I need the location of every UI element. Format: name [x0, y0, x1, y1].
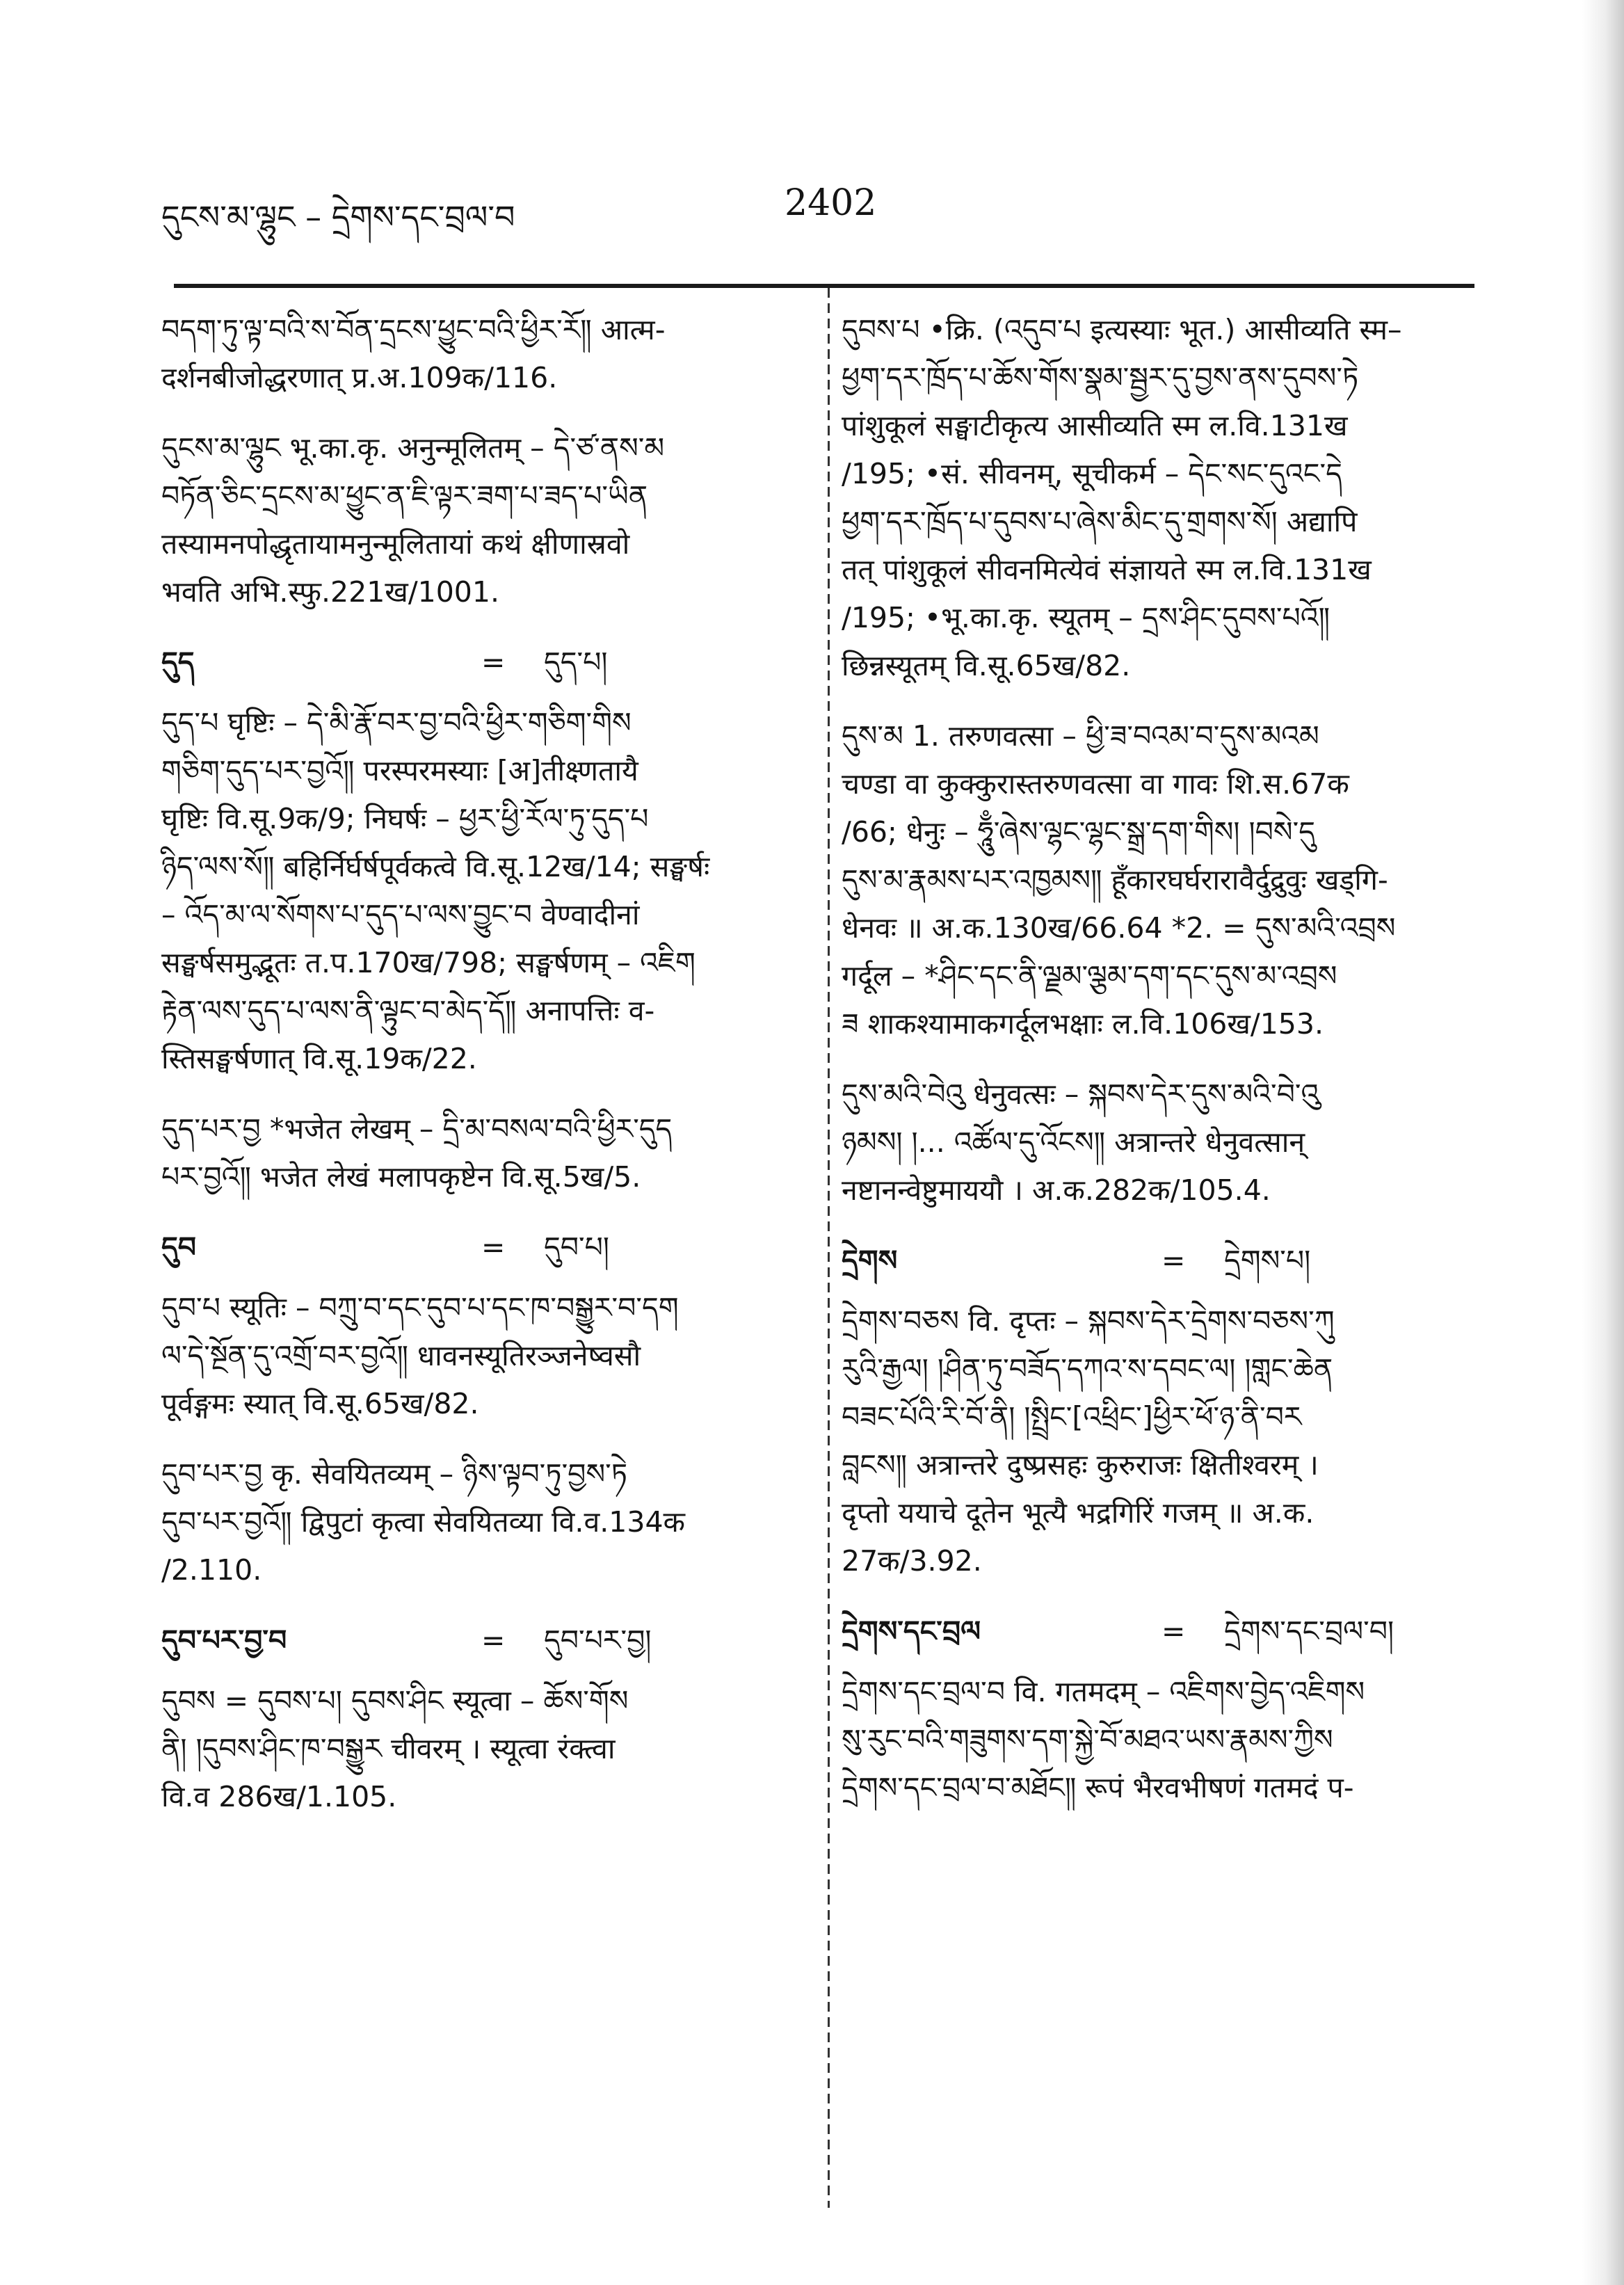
- entry-line: དུད་པར་བྱ *भजेत लेखम् – དྲི་མ་བསལ་བའི་ཕྱིར་དུད: [161, 1112, 673, 1146]
- header-rule: [174, 284, 1474, 288]
- xref-equals: =: [1161, 1244, 1186, 1277]
- cross-reference-entry: [161, 1617, 805, 1665]
- entry-line: भवति अभि.स्फु.221ख/1001.: [161, 575, 500, 609]
- entry-line: धेनवः ॥ अ.क.130ख/66.64 *2. = དུས་མའི་འབྲས: [842, 911, 1396, 945]
- dictionary-entry: [842, 1071, 1485, 1214]
- entry-line: ནི། །དུབས་ཤིང་ཁ་བསྒྱུར चीवरम् । स्यूत्वा रंक्त्वा: [161, 1732, 616, 1765]
- entry-line: དྲེགས་དང་བྲལ་བ་མཐོང༎ रूपं भैरवभीषणं गतमदं प-: [842, 1771, 1354, 1804]
- dictionary-entry: [842, 306, 1485, 690]
- entry-line: དུས་མ 1. तरुणवत्सा – ཕྱི་ཟ་བའམ་བ་དུས་མའམ: [842, 719, 1319, 753]
- cross-reference-entry: [161, 639, 805, 687]
- xref-target: དྲེགས་དང་བྲལ་བ།: [1224, 1614, 1394, 1648]
- entry-line: गर्दूल – *ཤིང་དང་ནི་ལྗམ་ལྕམ་དག་དང་དུས་མ་འབྲས: [842, 959, 1337, 993]
- cross-reference-entry: [161, 1224, 805, 1272]
- page-edge-shadow: [1582, 0, 1624, 2285]
- xref-equals: =: [1161, 1614, 1186, 1648]
- entry-line: /2.110.: [161, 1553, 262, 1587]
- xref-target: དུད་པ།: [544, 646, 608, 679]
- entry-line: དྲེགས་བཅས वि. दृप्तः – སྐབས་དེར་དྲེགས་བཅས་ཀུ: [842, 1304, 1335, 1338]
- xref-target: དུབ་པར་བྱ།: [544, 1623, 652, 1657]
- entry-line: དུབས = དུབས་པ། དུབས་ཤིང स्यूत्वा – ཆོས་གོས: [161, 1684, 629, 1717]
- entry-line: दर्शनबीजोद्धरणात् प्र.अ.109क/116.: [161, 361, 558, 394]
- entry-line: དུས་མ་རྣམས་པར་འཁྱམས༎ हूँकारघर्घरारावैर्दुद्रुवुः खड्गि-: [842, 863, 1388, 897]
- entry-line: བླངས༎ अत्रान्तरे दुष्प्रसहः कुरुराजः क्षितीश्वरम् ।: [842, 1448, 1319, 1482]
- column-divider: [828, 288, 830, 2208]
- entry-line: དྲེགས་དང་བྲལ་བ वि. गतमदम् – འཇིགས་བྱེད་འཇིགས: [842, 1675, 1365, 1708]
- entry-line: དུད་པ घृष्टिः – དེ་མི་རྣོ་བར་བྱ་བའི་ཕྱིར་གཅིག་གིས: [161, 706, 632, 739]
- entry-line: चण्डा वा कुक्कुरास्तरुणवत्सा वा गावः शि.स.67क: [842, 767, 1349, 801]
- entry-line: नष्टानन्वेष्टुमाययौ । अ.क.282क/105.4.: [842, 1173, 1271, 1207]
- entry-line: དུངས་མ་ལྷུང भू.का.कृ. अनुन्मूलितम् – དེ་ཙ་ནས་མ: [161, 431, 665, 465]
- entry-line: /66; धेनुः – ཧཱུྃ་ཞེས་ལྷང་ལྷང་སྒྲ་དག་གིས། །བསེ་དུ: [842, 815, 1315, 849]
- entry-line: तत् पांशुकूलं सीवनमित्येवं संज्ञायते स्म ल.वि.131ख: [842, 553, 1372, 586]
- xref-equals: =: [481, 1623, 506, 1657]
- running-head: དུངས་མ་ལྷུང – དྲེགས་དང་བྲལ་བ: [161, 198, 515, 236]
- entry-line: ཟ शाकश्यामाकगर्दूलभक्षाः ल.वि.106ख/153.: [842, 1007, 1324, 1041]
- xref-headword: དྲེགས: [842, 1244, 898, 1277]
- entry-line: དུབ་པར་བྱའོ༎ द्विपुटां कृत्वा सेवयितव्या वि.व.134क: [161, 1505, 686, 1539]
- entry-line: ཕྱག་དར་ཁྲོད་པ་ཆོས་གོས་སྣམ་སྦྱར་དུ་བྱས་ནས་དུབས་ཏེ: [842, 361, 1359, 394]
- left-column: [161, 306, 805, 1843]
- page-number: 2402: [785, 182, 877, 224]
- entry-line: ལ་དེ་སྔོན་དུ་འགྲོ་བར་བྱའོ༎ धावनस्यूतिरञ्जनेष्वसौ: [161, 1339, 641, 1372]
- dictionary-entry: [161, 1677, 805, 1821]
- entry-line: /195; •सं. सीवनम्, सूचीकर्म – དེང་སང་དུའང་དེ: [842, 457, 1342, 490]
- xref-equals: =: [481, 646, 506, 679]
- entry-line: དུས་མའི་བེའུ धेनुवत्सः – སྐབས་དེར་དུས་མའི་བེ་འུ: [842, 1077, 1320, 1111]
- entry-line: पांशुकूलं सङ्घाटीकृत्य आसीव्यति स्म ल.वि.131ख: [842, 409, 1348, 442]
- xref-headword: དུབ་པར་བྱ་བ: [161, 1623, 287, 1657]
- entry-line: པར་བྱའོ༎ भजेत लेखं मलापकृष्टेन वि.सू.5ख/5.: [161, 1160, 641, 1194]
- right-column: [842, 306, 1485, 1834]
- entry-line: ཉམས། །... འཚོལ་དུ་འོངས༎ अत्रान्तरे धेनुवत्सान्: [842, 1125, 1305, 1159]
- entry-line: དུབ་པར་བྱ कृ. सेवयितव्यम् – ཉིས་ལྟབ་ཏུ་བྱས་ཏེ: [161, 1457, 628, 1491]
- entry-line: སུ་རུང་བའི་གཟུགས་དག་སྐྱེ་བོ་མཐའ་ཡས་རྣམས་ཀྱིས: [842, 1723, 1333, 1756]
- xref-equals: =: [481, 1230, 506, 1264]
- dictionary-entry: [842, 1297, 1485, 1585]
- xref-headword: དུབ: [161, 1230, 197, 1264]
- entry-line: वि.व 286ख/1.105.: [161, 1780, 397, 1813]
- entry-line: पूर्वङ्गमः स्यात् वि.सू.65ख/82.: [161, 1387, 479, 1420]
- dictionary-entry: [842, 1668, 1485, 1812]
- entry-line: ཕྱག་དར་ཁྲོད་པ་དུབས་པ་ཞེས་མིང་དུ་གྲགས་སོ། अद्यापि: [842, 505, 1358, 538]
- dictionary-entry: [161, 1105, 805, 1201]
- xref-target: དུབ་པ།: [544, 1230, 610, 1264]
- entry-line: རུའི་རྒྱལ། །ཤིན་ཏུ་བཟོད་དཀའ་ས་དབང་ལ། །གླང་ཆེན: [842, 1352, 1333, 1386]
- entry-line: दृप्तो ययाचे दूतेन भूत्यै भद्रगिरिं गजम् ॥ अ.क.: [842, 1496, 1315, 1530]
- dictionary-entry: [842, 712, 1485, 1048]
- xref-headword: དྲེགས་དང་བྲལ: [842, 1614, 981, 1648]
- entry-line: དུབ་པ स्यूतिः – བཀྲུ་བ་དང་དུབ་པ་དང་ཁ་བསྒྱུར་བ་དག: [161, 1291, 679, 1324]
- entry-line: 27क/3.92.: [842, 1544, 982, 1578]
- entry-line: घृष्टिः वि.सू.9क/9; निघर्षः – ཕྱར་ཕྱི་རོལ་ཏུ་དུད་པ: [161, 802, 649, 835]
- dictionary-entry: [161, 306, 805, 402]
- entry-line: རྟེན་ལས་དུད་པ་ལས་ནི་ལྟུང་བ་མེད་དོ༎ अनापत्तिः व-: [161, 994, 655, 1027]
- entry-line: /195; •भू.का.कृ. स्यूतम् – དྲས་ཤིང་དུབས་པའོ༎: [842, 601, 1330, 634]
- xref-headword: དུད: [161, 646, 195, 679]
- entry-line: सङ्घर्षसमुद्भूतः त.प.170ख/798; सङ्घर्षणम् – འཇིག: [161, 946, 696, 979]
- entry-line: བདག་ཏུ་ལྟ་བའི་ས་བོན་དྲངས་ཕྱུང་བའི་ཕྱིར་རོ༎ आत्म-: [161, 313, 666, 346]
- entry-line: – འོད་མ་ལ་སོགས་པ་དུད་པ་ལས་བྱུང་བ वेण्वादीनां: [161, 898, 640, 931]
- dictionary-entry: [161, 424, 805, 616]
- entry-line: དུབས་པ •क्रि. (འདུབ་པ इत्यस्याः भूत.) आसीव्यति स्म–: [842, 313, 1402, 346]
- xref-target: དྲེགས་པ།: [1224, 1244, 1311, 1277]
- dictionary-entry: [161, 1284, 805, 1428]
- entry-line: ཉིད་ལས་སོ༎ बहिर्निर्घर्षपूर्वकत्वे वि.सू.12ख/14; सङ्घर्षः: [161, 850, 710, 883]
- entry-line: तस्यामनपोद्धृतायामनुन्मूलितायां कथं क्षीणास्रवो: [161, 527, 630, 561]
- cross-reference-entry: [842, 1237, 1485, 1285]
- entry-line: བཟང་པོའི་རི་བོ་ནི། །སྤྲིང་[འཕྲིང་]ཕྱིར་ཕོ་ཉ་ནི་བར: [842, 1400, 1302, 1434]
- entry-line: གཅིག་དུད་པར་བྱའོ༎ परस्परमस्याः [अ]तीक्ष्णतायै: [161, 754, 638, 787]
- dictionary-entry: [161, 699, 805, 1083]
- dictionary-entry: [161, 1450, 805, 1594]
- cross-reference-entry: [842, 1607, 1485, 1655]
- entry-line: छिन्नस्यूतम् वि.सू.65ख/82.: [842, 649, 1131, 682]
- entry-line: स्तिसङ्घर्षणात् वि.सू.19क/22.: [161, 1042, 477, 1075]
- entry-line: བཏོན་ཅིང་དྲངས་མ་ཕྱུང་ན་ཇི་ལྟར་ཟག་པ་ཟད་པ་ཡིན: [161, 479, 648, 513]
